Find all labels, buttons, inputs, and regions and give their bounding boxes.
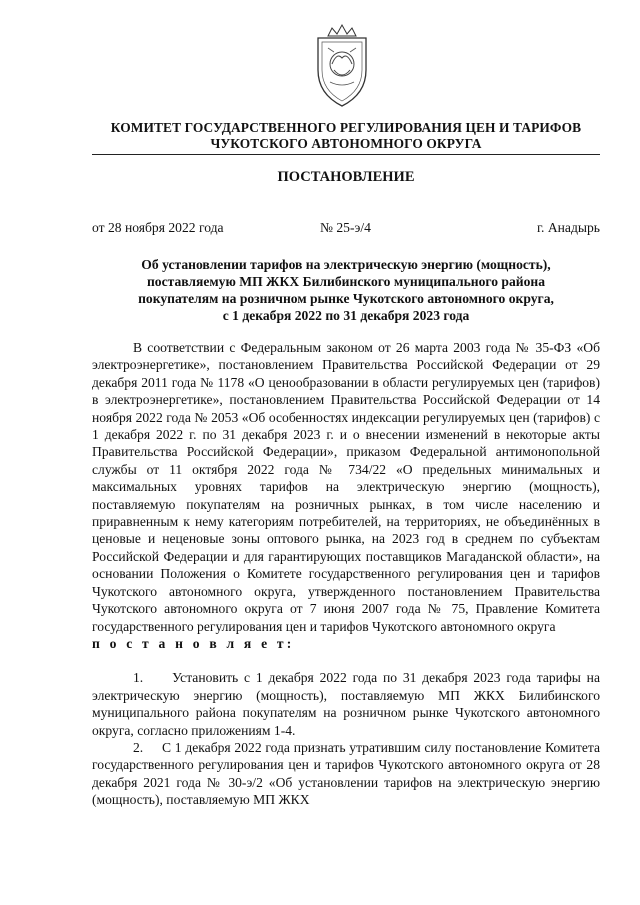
subject-line-3: покупателям на розничном рынке Чукотского автономного округа, [138,291,554,306]
clause-1: 1. Установить с 1 декабря 2022 года по 31 декабря 2023 года тарифы на электрическую энергию (мощность), поставляемую МП ЖКХ Билибинского муниципального района покупателям на розничном рынке Чукотского автономного округа, согласно приложениям 1-4. [92,670,600,738]
paragraph-gap [92,652,600,669]
clause-2: 2. С 1 декабря 2022 года признать утратившим силу постановление Комитета государственного регулирования цен и тарифов Чукотского автономного округа от 28 декабря 2021 года № 30-э/2 «Об установлении тарифов на электрическую энергию (мощность), поставляемую МП ЖКХ [92,739,600,808]
subject-line-2: поставляемую МП ЖКХ Билибинского муниципального района [146,274,546,289]
org-line-2: ЧУКОТСКОГО АВТОНОМНОГО ОКРУГА [210,136,482,151]
resolution-word: п о с т а н о в л я е т: [92,635,295,651]
subject-line-1: Об установлении тарифов на электрическую энергию (мощность), [141,257,551,272]
document-city: г. Анадырь [536,220,600,235]
coat-of-arms-icon [304,22,380,110]
preamble-paragraph: В соответствии с Федеральным законом от 26 марта 2003 года № 35-ФЗ «Об электроэнергетике», постановлением Правительства Российской Федерации от 29 декабря 2011 года № 1178 «О ценообразовании в области регулируемых цен (тарифов) в электроэнергетике», постановлением Правительства Российской Федерации от 14 ноября 2022 года № 2053 «Об особенностях индексации регулируемых цен (тарифов) с 1 декабря 2022 г. по 31 декабря 2023 г. и о внесении изменений в некоторые акты Правительства Российской Федерации», приказом Федеральной антимонопольной службы от 11 октября 2022 года № 734/22 «О предельных минимальных и максимальных уровнях тарифов на электрическую энергию (мощность), поставляемую покупателям на розничных рынках, в том числе населению и приравненным к нему категориям потребителей, на территориях, не объединённых в ценовые и неценовые зоны оптового рынка, на 2023 год в среднем по субъектам Российской Федерации и для гарантирующих поставщиков Магаданской области», на основании Положения о Комитете государственного регулирования цен и тарифов Чукотского автономного округа, утвержденного постановлением Правительства Чукотского автономного округа от 7 июня 2007 года № 75, Правление Комитета государственного регулирования цен и тарифов Чукотского автономного округа [92,340,600,634]
org-line-1: КОМИТЕТ ГОСУДАРСТВЕННОГО РЕГУЛИРОВАНИЯ ЦЕН И ТАРИФОВ [110,120,582,135]
subject-line-4: с 1 декабря 2022 по 31 декабря 2023 года [222,308,470,323]
document-date: от 28 ноября 2022 года [92,220,224,235]
header-divider [92,154,600,155]
document-number: № 25-э/4 [320,220,371,235]
issuing-authority [92,120,600,152]
document-subject [92,256,600,324]
document-body [92,339,600,809]
document-type: ПОСТАНОВЛЕНИЕ [277,169,415,185]
